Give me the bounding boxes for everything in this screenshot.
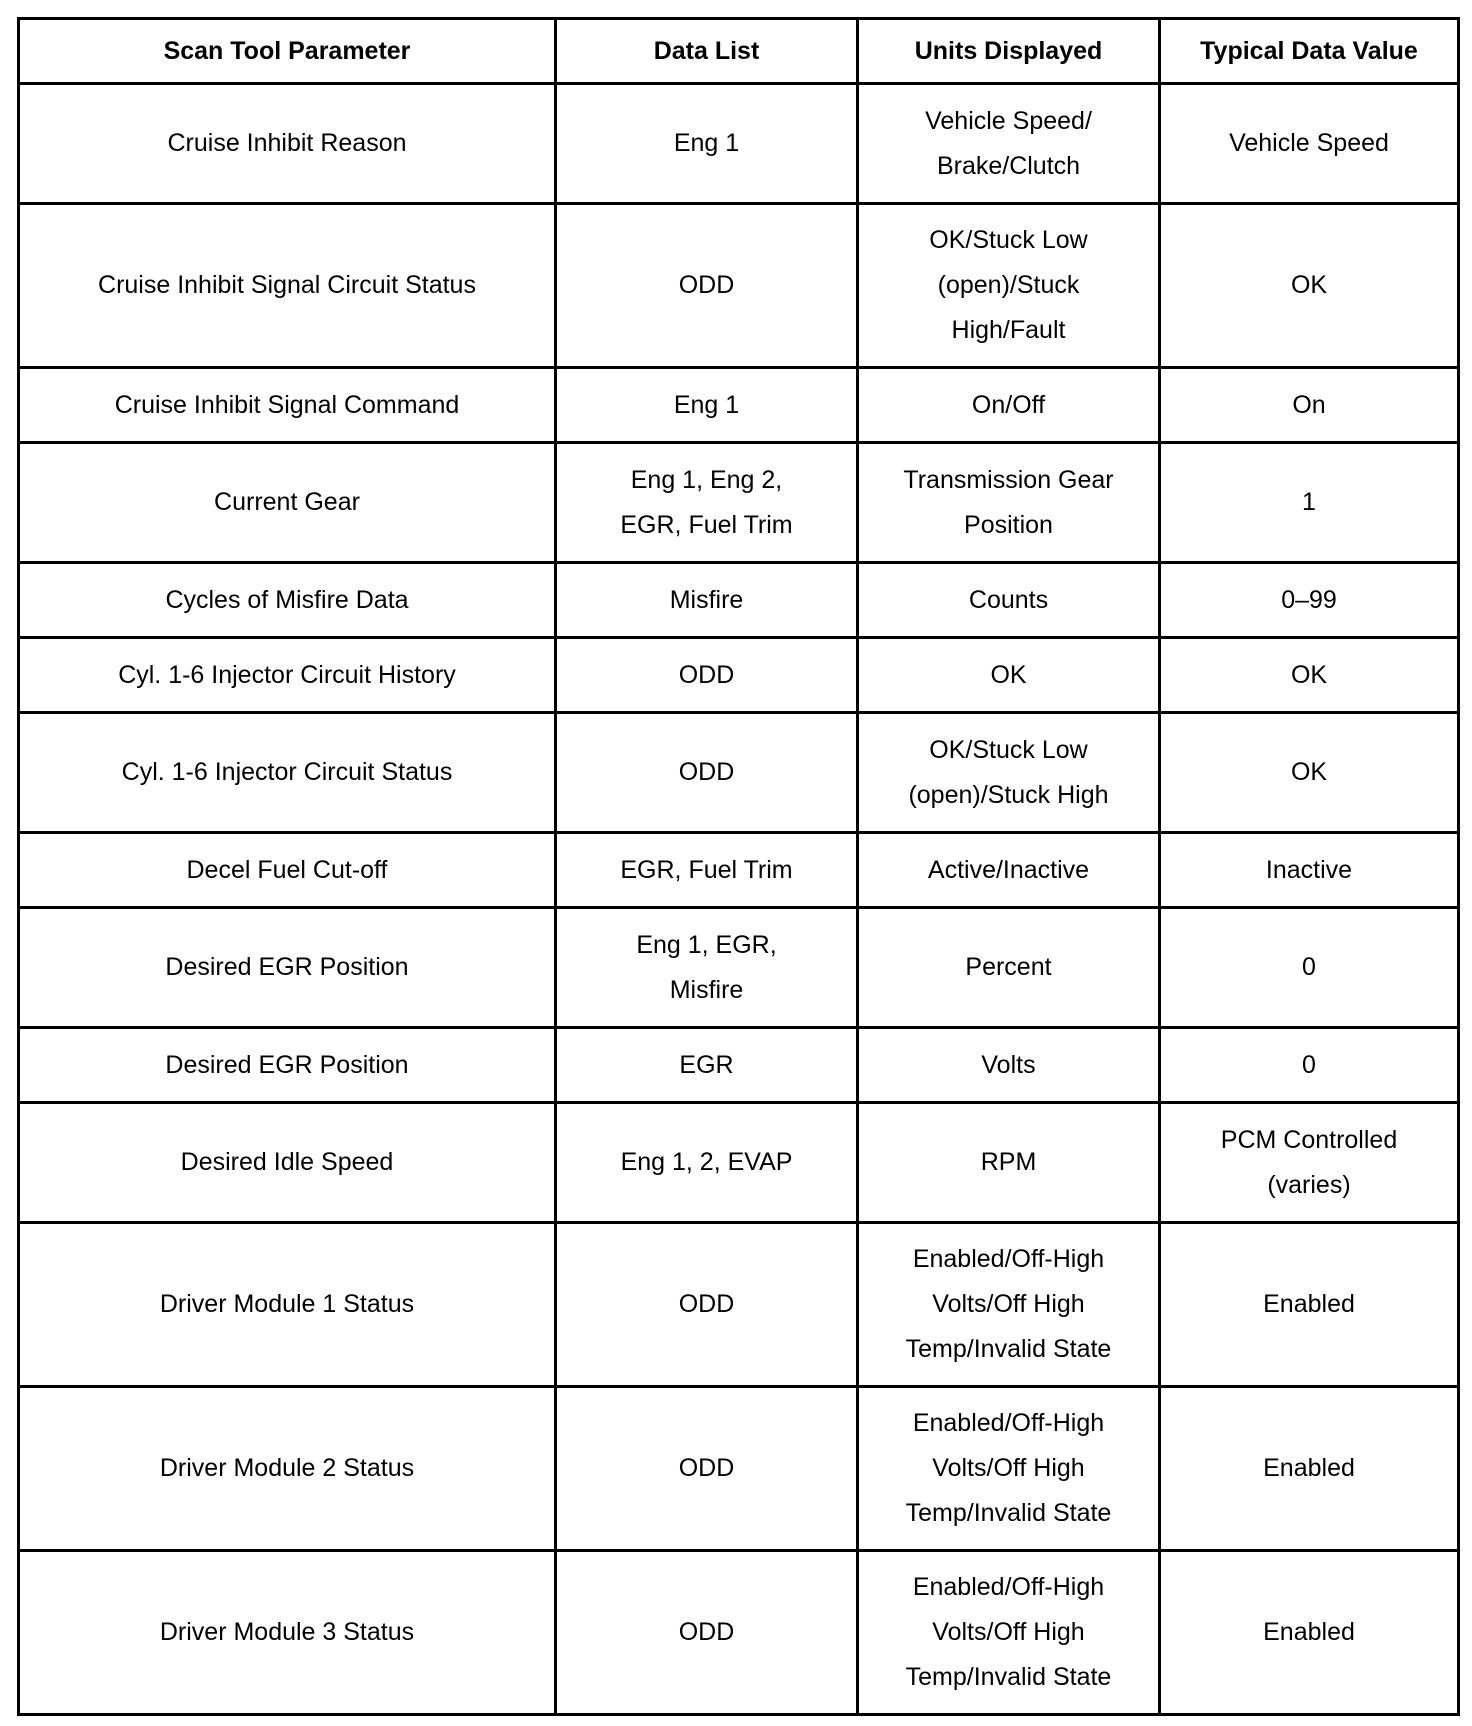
typical-value-cell bbox=[1160, 713, 1459, 833]
data-list-cell bbox=[556, 563, 858, 638]
cell-text-line: Desired EGR Position bbox=[165, 1050, 409, 1079]
units-cell bbox=[858, 908, 1160, 1028]
cell-text-line: OK bbox=[1290, 271, 1328, 299]
cell-text-line: Temp/Invalid State bbox=[905, 1499, 1112, 1527]
cell-text-line: 0–99 bbox=[1281, 585, 1337, 614]
typical-value-cell bbox=[1160, 638, 1459, 713]
cell-text-line: Driver Module 2 Status bbox=[159, 1454, 415, 1482]
cell-text-line: Percent bbox=[965, 953, 1052, 981]
parameter-cell bbox=[19, 563, 556, 638]
cell-text-line: Vehicle Speed/ bbox=[925, 106, 1092, 135]
header-scan-tool-parameter: Scan Tool Parameter bbox=[19, 19, 556, 84]
cell-text-line: Volts/Off High bbox=[932, 1454, 1085, 1482]
cell-text-line: Eng 1 bbox=[673, 129, 740, 157]
typical-value-cell bbox=[1160, 443, 1459, 563]
cell-text-line: On/Off bbox=[971, 390, 1046, 419]
parameter-cell bbox=[19, 833, 556, 908]
cell-text-line: Eng 1 bbox=[673, 390, 740, 419]
typical-value-cell bbox=[1160, 908, 1459, 1028]
cell-text-line: (open)/Stuck bbox=[937, 271, 1080, 299]
table-row bbox=[19, 563, 1459, 638]
table-header-row bbox=[19, 19, 1459, 84]
units-cell bbox=[858, 204, 1160, 368]
units-cell bbox=[858, 713, 1160, 833]
data-list-cell bbox=[556, 1028, 858, 1103]
table-row bbox=[19, 1103, 1459, 1223]
typical-value-cell bbox=[1160, 563, 1459, 638]
units-cell bbox=[858, 563, 1160, 638]
cell-text-line: Enabled/Off-High bbox=[912, 1409, 1105, 1437]
cell-text-line: Volts bbox=[981, 1050, 1036, 1079]
cell-text-line: Position bbox=[964, 510, 1053, 539]
cell-text-line: (open)/Stuck High bbox=[908, 780, 1109, 809]
units-cell bbox=[858, 368, 1160, 443]
cell-text-line: Cycles of Misfire Data bbox=[165, 585, 409, 614]
table-row bbox=[19, 1223, 1459, 1387]
cell-text-line: PCM Controlled bbox=[1220, 1125, 1398, 1154]
typical-value-cell bbox=[1160, 1223, 1459, 1387]
header-typical-data-value: Typical Data Value bbox=[1160, 19, 1459, 84]
units-cell bbox=[858, 1223, 1160, 1387]
data-list-cell bbox=[556, 204, 858, 368]
parameter-cell bbox=[19, 84, 556, 204]
cell-text-line: Enabled bbox=[1263, 1454, 1355, 1482]
cell-text-line: 0 bbox=[1302, 1050, 1316, 1079]
parameter-cell bbox=[19, 713, 556, 833]
data-list-cell bbox=[556, 1223, 858, 1387]
units-cell bbox=[858, 84, 1160, 204]
data-list-cell bbox=[556, 368, 858, 443]
cell-text-line: OK/Stuck Low bbox=[929, 735, 1088, 764]
cell-text-line: Cruise Inhibit Reason bbox=[167, 129, 407, 157]
cell-text-line: Enabled bbox=[1263, 1290, 1355, 1318]
typical-value-cell bbox=[1160, 1103, 1459, 1223]
cell-text-line: Volts/Off High bbox=[932, 1290, 1085, 1318]
cell-text-line: Decel Fuel Cut-off bbox=[186, 855, 388, 884]
parameter-cell bbox=[19, 204, 556, 368]
parameter-cell bbox=[19, 1551, 556, 1715]
cell-text-line: Misfire bbox=[669, 975, 744, 1004]
cell-text-line: Brake/Clutch bbox=[936, 151, 1081, 180]
typical-value-cell bbox=[1160, 1551, 1459, 1715]
cell-text-line: Active/Inactive bbox=[927, 855, 1090, 884]
data-list-cell bbox=[556, 833, 858, 908]
table-body bbox=[19, 84, 1459, 1715]
parameter-cell bbox=[19, 1028, 556, 1103]
cell-text-line: ODD bbox=[678, 660, 735, 689]
typical-value-cell bbox=[1160, 204, 1459, 368]
cell-text-line: Inactive bbox=[1265, 855, 1353, 884]
cell-text-line: OK/Stuck Low bbox=[929, 226, 1088, 254]
typical-value-cell bbox=[1160, 1387, 1459, 1551]
typical-value-cell bbox=[1160, 368, 1459, 443]
cell-text-line: Temp/Invalid State bbox=[905, 1335, 1112, 1363]
header-data-list: Data List bbox=[556, 19, 858, 84]
data-list-cell bbox=[556, 1103, 858, 1223]
cell-text-line: 0 bbox=[1302, 953, 1316, 981]
cell-text-line: OK bbox=[1290, 660, 1328, 689]
units-cell bbox=[858, 638, 1160, 713]
data-list-cell bbox=[556, 1551, 858, 1715]
cell-text-line: Temp/Invalid State bbox=[905, 1663, 1112, 1691]
data-list-cell bbox=[556, 713, 858, 833]
typical-value-cell bbox=[1160, 84, 1459, 204]
units-cell bbox=[858, 443, 1160, 563]
cell-text-line: OK bbox=[1290, 758, 1328, 786]
data-list-cell bbox=[556, 1387, 858, 1551]
cell-text-line: Desired Idle Speed bbox=[180, 1148, 394, 1176]
table-row bbox=[19, 1028, 1459, 1103]
parameter-cell bbox=[19, 443, 556, 563]
parameter-cell bbox=[19, 908, 556, 1028]
cell-text-line: EGR, Fuel Trim bbox=[620, 855, 793, 884]
cell-text-line: Enabled bbox=[1263, 1618, 1355, 1646]
cell-text-line: Volts/Off High bbox=[932, 1618, 1085, 1646]
parameter-cell bbox=[19, 1387, 556, 1551]
scan-tool-parameter-table bbox=[17, 17, 1460, 1716]
parameter-cell bbox=[19, 1103, 556, 1223]
table-row bbox=[19, 638, 1459, 713]
cell-text-line: Cyl. 1-6 Injector Circuit Status bbox=[121, 758, 453, 786]
parameter-cell bbox=[19, 1223, 556, 1387]
table-row bbox=[19, 713, 1459, 833]
units-cell bbox=[858, 1103, 1160, 1223]
cell-text-line: Eng 1, EGR, bbox=[636, 930, 777, 959]
cell-text-line: Cruise Inhibit Signal Command bbox=[114, 390, 460, 419]
header-units-displayed: Units Displayed bbox=[858, 19, 1160, 84]
cell-text-line: ODD bbox=[678, 1618, 735, 1646]
cell-text-line: ODD bbox=[678, 1454, 735, 1482]
table-row bbox=[19, 443, 1459, 563]
typical-value-cell bbox=[1160, 1028, 1459, 1103]
cell-text-line: EGR, Fuel Trim bbox=[620, 510, 793, 539]
cell-text-line: Counts bbox=[968, 585, 1049, 614]
cell-text-line: ODD bbox=[678, 758, 735, 786]
cell-text-line: EGR bbox=[679, 1050, 734, 1079]
table-row bbox=[19, 908, 1459, 1028]
cell-text-line: On bbox=[1292, 390, 1326, 419]
cell-text-line: Cyl. 1-6 Injector Circuit History bbox=[118, 660, 456, 689]
cell-text-line: Driver Module 3 Status bbox=[159, 1618, 415, 1646]
table-row bbox=[19, 84, 1459, 204]
cell-text-line: Eng 1, Eng 2, bbox=[630, 465, 783, 494]
data-list-cell bbox=[556, 84, 858, 204]
cell-text-line: Driver Module 1 Status bbox=[159, 1290, 415, 1318]
units-cell bbox=[858, 833, 1160, 908]
typical-value-cell bbox=[1160, 833, 1459, 908]
units-cell bbox=[858, 1551, 1160, 1715]
cell-text-line: Enabled/Off-High bbox=[912, 1573, 1105, 1601]
cell-text-line: 1 bbox=[1302, 488, 1316, 516]
parameter-cell bbox=[19, 368, 556, 443]
data-list-cell bbox=[556, 638, 858, 713]
cell-text-line: ODD bbox=[678, 271, 735, 299]
cell-text-line: Vehicle Speed bbox=[1229, 129, 1389, 157]
units-cell bbox=[858, 1387, 1160, 1551]
table-row bbox=[19, 1551, 1459, 1715]
data-list-cell bbox=[556, 443, 858, 563]
cell-text-line: Desired EGR Position bbox=[165, 953, 409, 981]
cell-text-line: Enabled/Off-High bbox=[912, 1245, 1105, 1273]
cell-text-line: High/Fault bbox=[951, 316, 1066, 344]
cell-text-line: Transmission Gear bbox=[903, 465, 1114, 494]
parameter-cell bbox=[19, 638, 556, 713]
data-list-cell bbox=[556, 908, 858, 1028]
table-row bbox=[19, 833, 1459, 908]
table-row bbox=[19, 368, 1459, 443]
table-row bbox=[19, 1387, 1459, 1551]
cell-text-line: Misfire bbox=[669, 585, 744, 614]
cell-text-line: Cruise Inhibit Signal Circuit Status bbox=[98, 271, 476, 299]
cell-text-line: Eng 1, 2, EVAP bbox=[620, 1148, 793, 1176]
cell-text-line: (varies) bbox=[1267, 1170, 1351, 1199]
table-row bbox=[19, 204, 1459, 368]
cell-text-line: ODD bbox=[678, 1290, 735, 1318]
cell-text-line: RPM bbox=[980, 1148, 1037, 1176]
cell-text-line: Current Gear bbox=[214, 488, 360, 516]
cell-text-line: OK bbox=[990, 660, 1027, 689]
units-cell bbox=[858, 1028, 1160, 1103]
